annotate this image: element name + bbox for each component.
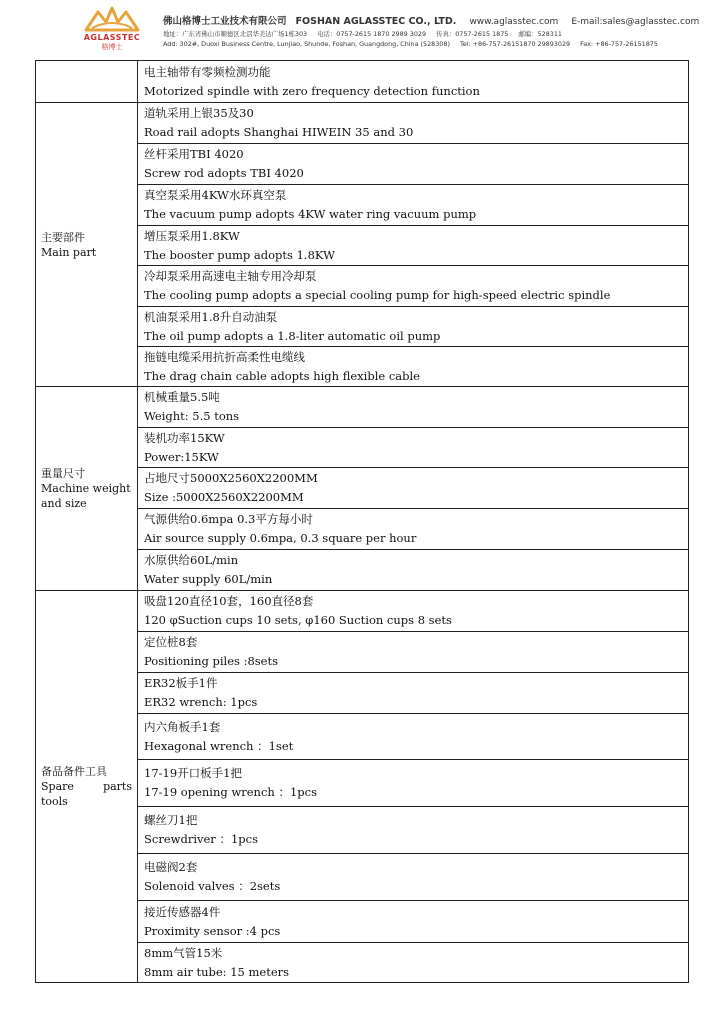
item-cn: ER32板手1件: [144, 676, 218, 690]
item-cn: 冷却泵采用高速电主轴专用冷却泵: [144, 269, 317, 283]
item-cell: [138, 347, 689, 387]
item-cn: 真空泵采用4KW水环真空泵: [144, 188, 287, 202]
logo-cn-text: 格博士: [101, 43, 123, 51]
address-en: Add: 302#, Duoxi Business Centre, Lunjiao, Shunde, Foshan, Guangdong, China (528308): [163, 40, 450, 48]
item-cell: [138, 632, 689, 673]
item-en: Solenoid valves ：2sets: [144, 879, 281, 893]
item-cn: 水原供给60L/min: [144, 553, 239, 567]
table-row: [36, 103, 689, 144]
category-cell-weight-size: [36, 387, 138, 591]
table-row: [36, 387, 689, 428]
spec-table: [35, 60, 689, 983]
item-en: 17-19 opening wrench ：1pcs: [144, 785, 317, 799]
item-cell: [138, 103, 689, 144]
item-en: Power:15KW: [144, 449, 219, 464]
postcode-cn: 邮编：528311: [518, 30, 562, 38]
item-en: Screw rod adopts TBI 4020: [144, 166, 304, 180]
item-cn: 丝杆采用TBI 4020: [144, 147, 244, 161]
item-cell: [138, 144, 689, 185]
item-cn: 接近传感器4件: [144, 904, 221, 919]
item-en: Proximity sensor :4 pcs: [144, 923, 281, 938]
item-cell: [138, 307, 689, 347]
company-email[interactable]: E-mail:sales@aglasstec.com: [571, 17, 700, 27]
item-cell: [138, 550, 689, 591]
fax-cn: 传真：0757-2615 1875: [436, 30, 509, 38]
phone-cn: 电话：0757-2615 1870 2989 3029: [317, 30, 427, 38]
category-cell-spare-parts: [36, 591, 138, 983]
item-cn: 17-19开口板手1把: [144, 766, 242, 780]
item-cn: 气源供给0.6mpa 0.3平方每小时: [144, 512, 313, 526]
item-cn: 吸盘120直径10套，160直径8套: [144, 594, 314, 608]
item-cell: [138, 468, 689, 509]
letterhead: [0, 0, 724, 56]
item-en: 120 φSuction cups 10 sets, φ160 Suction cups 8 sets: [144, 613, 452, 627]
item-cell: [138, 901, 689, 943]
item-cn: 内六角板手1套: [144, 719, 221, 734]
item-cn: 定位桩8套: [144, 635, 198, 649]
company-name-cn: 佛山格博士工业技术有限公司: [163, 16, 287, 27]
tel-en: Tel: +86-757-26151870 29893029: [459, 40, 571, 48]
item-cell: [138, 266, 689, 307]
item-en: The drag chain cable adopts high flexible cable: [144, 368, 420, 383]
company-website[interactable]: www.aglasstec.com: [469, 17, 559, 27]
item-en: Air source supply 0.6mpa, 0.3 square per hour: [144, 531, 417, 545]
item-cn: 机油泵采用1.8升自动油泵: [144, 309, 278, 324]
crown-icon: [76, 6, 148, 34]
category-cn: 重量尺寸: [41, 467, 85, 480]
table-row: [36, 591, 689, 632]
item-cell: [138, 428, 689, 468]
item-en: The cooling pump adopts a special cooling pump for high-speed electric spindle: [144, 288, 611, 302]
item-en: The booster pump adopts 1.8KW: [144, 247, 335, 262]
category-cn: 备品备件工具: [41, 765, 107, 778]
item-cell: [138, 807, 689, 854]
item-cn: 螺丝刀1把: [144, 813, 198, 827]
item-cell: [138, 226, 689, 266]
item-en: Water supply 60L/min: [144, 572, 273, 586]
item-cell: [138, 714, 689, 760]
item-en: The oil pump adopts a 1.8-liter automatic oil pump: [144, 328, 441, 343]
item-cell: [138, 854, 689, 901]
fax-en: Fax: +86-757-26151875: [580, 40, 658, 48]
item-cell: [138, 509, 689, 550]
item-en: The vacuum pump adopts 4KW water ring vacuum pump: [144, 207, 477, 221]
item-cn: 电主轴带有零频检测功能: [144, 64, 271, 79]
item-en: Motorized spindle with zero frequency detection function: [144, 83, 480, 98]
company-name-en: FOSHAN AGLASSTEC CO., LTD.: [295, 16, 457, 27]
table-row: [36, 61, 689, 103]
item-cn: 增压泵采用1.8KW: [144, 228, 240, 243]
address-cn: 地址：广东省佛山市顺德区北滘华美达广场1栋303: [163, 30, 308, 38]
category-cell-main-part: [36, 103, 138, 387]
item-cell: [138, 673, 689, 714]
item-en: Size :5000X2560X2200MM: [144, 490, 304, 504]
company-info: [163, 13, 699, 48]
item-cn: 道轨采用上银35及30: [144, 106, 254, 120]
logo-text: AGLASSTEC: [83, 33, 141, 42]
category-cell: [36, 61, 138, 103]
item-cn: 装机功率15KW: [144, 430, 225, 445]
item-cell: [138, 591, 689, 632]
item-cell: [138, 185, 689, 226]
item-en: Road rail adopts Shanghai HIWEIN 35 and 30: [144, 125, 414, 139]
item-en: Weight: 5.5 tons: [144, 409, 240, 423]
category-en: Machine weight and size: [41, 482, 131, 510]
category-en: Main part: [41, 245, 97, 259]
item-cell: [138, 760, 689, 807]
item-en: Positioning piles :8sets: [144, 654, 279, 668]
category-en: Spare parts tools: [41, 780, 132, 808]
company-logo: [76, 6, 148, 50]
item-cn: 电磁阀2套: [144, 860, 198, 874]
item-en: Hexagonal wrench ：1set: [144, 738, 294, 753]
item-cell: [138, 61, 689, 103]
item-cn: 占地尺寸5000X2560X2200MM: [144, 471, 318, 485]
item-en: 8mm air tube: 15 meters: [144, 964, 290, 979]
item-cell: [138, 943, 689, 983]
item-en: Screwdriver ：1pcs: [144, 832, 258, 846]
item-en: ER32 wrench: 1pcs: [144, 695, 258, 709]
item-cn: 拖链电缆采用抗折高柔性电缆线: [144, 349, 305, 364]
item-cn: 8mm气管15米: [144, 945, 223, 960]
item-cn: 机械重量5.5吨: [144, 390, 220, 404]
category-cn: 主要部件: [41, 230, 85, 244]
item-cell: [138, 387, 689, 428]
